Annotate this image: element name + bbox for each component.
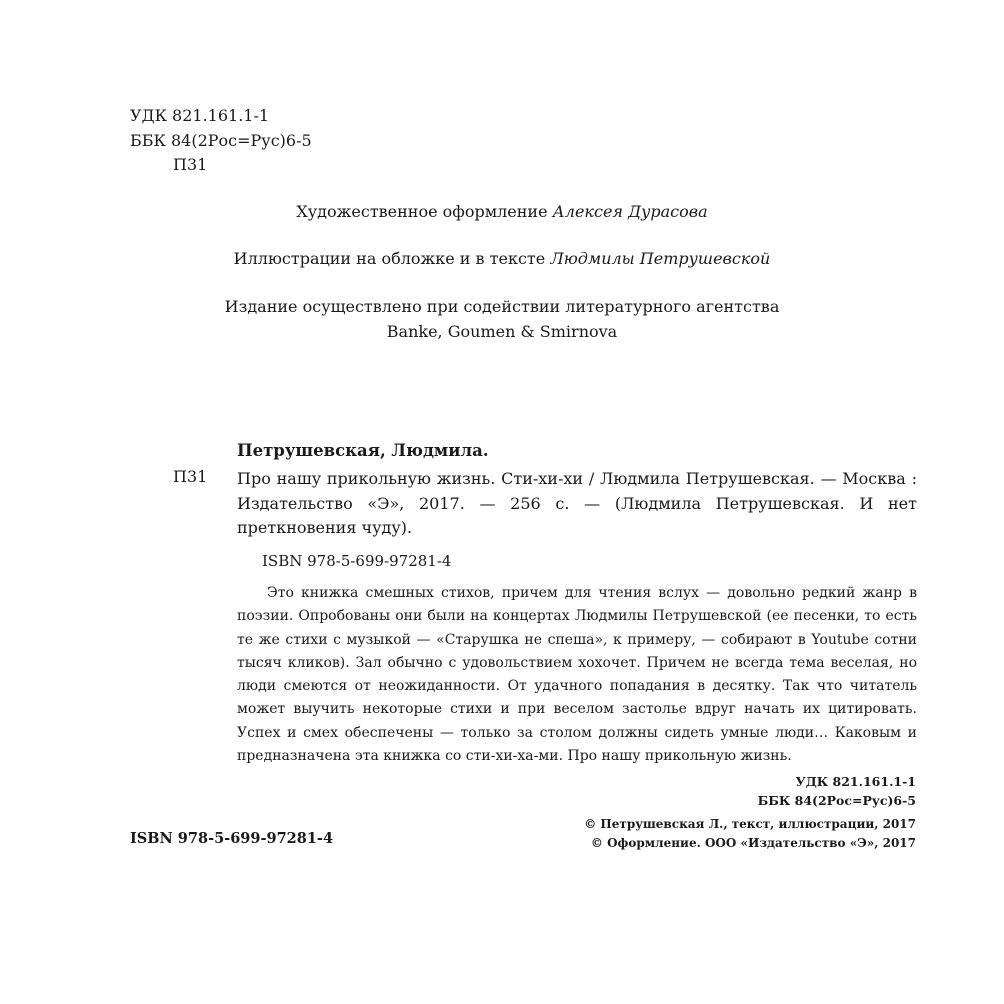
agency-credit-line1: Издание осуществлено при содействии литературного агентства (224, 297, 780, 316)
designer-name: Алексея Дурасова (552, 202, 708, 221)
book-annotation: Это книжка смешных стихов, причем для чтения вслух — довольно редкий жанр в поэзии. Опробованы они были на концертах Людмилы Петрушевской (ее песенки, то есть те же стихи с музыкой — «Старушка не спеша», к примеру, — собирают в Youtube сотни тысяч кликов). Зал обычно с удовольствием хохочет. Причем не всегда тема веселая, но люди смеются от неожиданности. От удачного попадания в десятку. Так что читатель может выучить некоторые стихи и при веселом застолье вдруг начать их цитировать. Успех и смех обеспечены — только за столом должны сидеть умные люди… Каковым и предназначена эта книжка со сти-хи-ха-ми. Про нашу прикольную жизнь. (237, 585, 917, 765)
design-credit-prefix: Художественное оформление (296, 202, 548, 221)
design-credit (0, 202, 1004, 222)
copyright-text: © Петрушевская Л., текст, иллюстрации, 2017 (584, 817, 916, 831)
copyright-design: © Оформление. ООО «Издательство «Э», 2017 (590, 836, 916, 850)
bbk-code: ББК 84(2Рос=Рус)6-5 (130, 131, 312, 150)
catalog-author-sign: П31 (173, 467, 208, 486)
udk-code: УДК 821.161.1-1 (130, 106, 270, 125)
bbk-code-bottom: ББК 84(2Рос=Рус)6-5 (757, 793, 916, 808)
catalog-author-heading: Петрушевская, Людмила. (237, 441, 489, 460)
illustration-credit-prefix: Иллюстрации на обложке и в тексте (233, 249, 546, 268)
agency-credit-line2: Banke, Goumen & Smirnova (386, 322, 618, 341)
udk-code-bottom: УДК 821.161.1-1 (795, 774, 916, 789)
illustration-credit (0, 249, 1004, 269)
footer-isbn: ISBN 978-5-699-97281-4 (130, 830, 334, 847)
author-sign: П31 (173, 155, 208, 174)
illustrator-name: Людмилы Петрушевской (550, 249, 771, 268)
bibliographic-description: Про нашу прикольную жизнь. Сти-хи-хи / Людмила Петрушевская. — Москва : Издательство «Э», 2017. — 256 с. — (Людмила Петрушевская. И нет преткновения чуду). (237, 469, 917, 537)
catalog-isbn: ISBN 978-5-699-97281-4 (262, 552, 452, 570)
